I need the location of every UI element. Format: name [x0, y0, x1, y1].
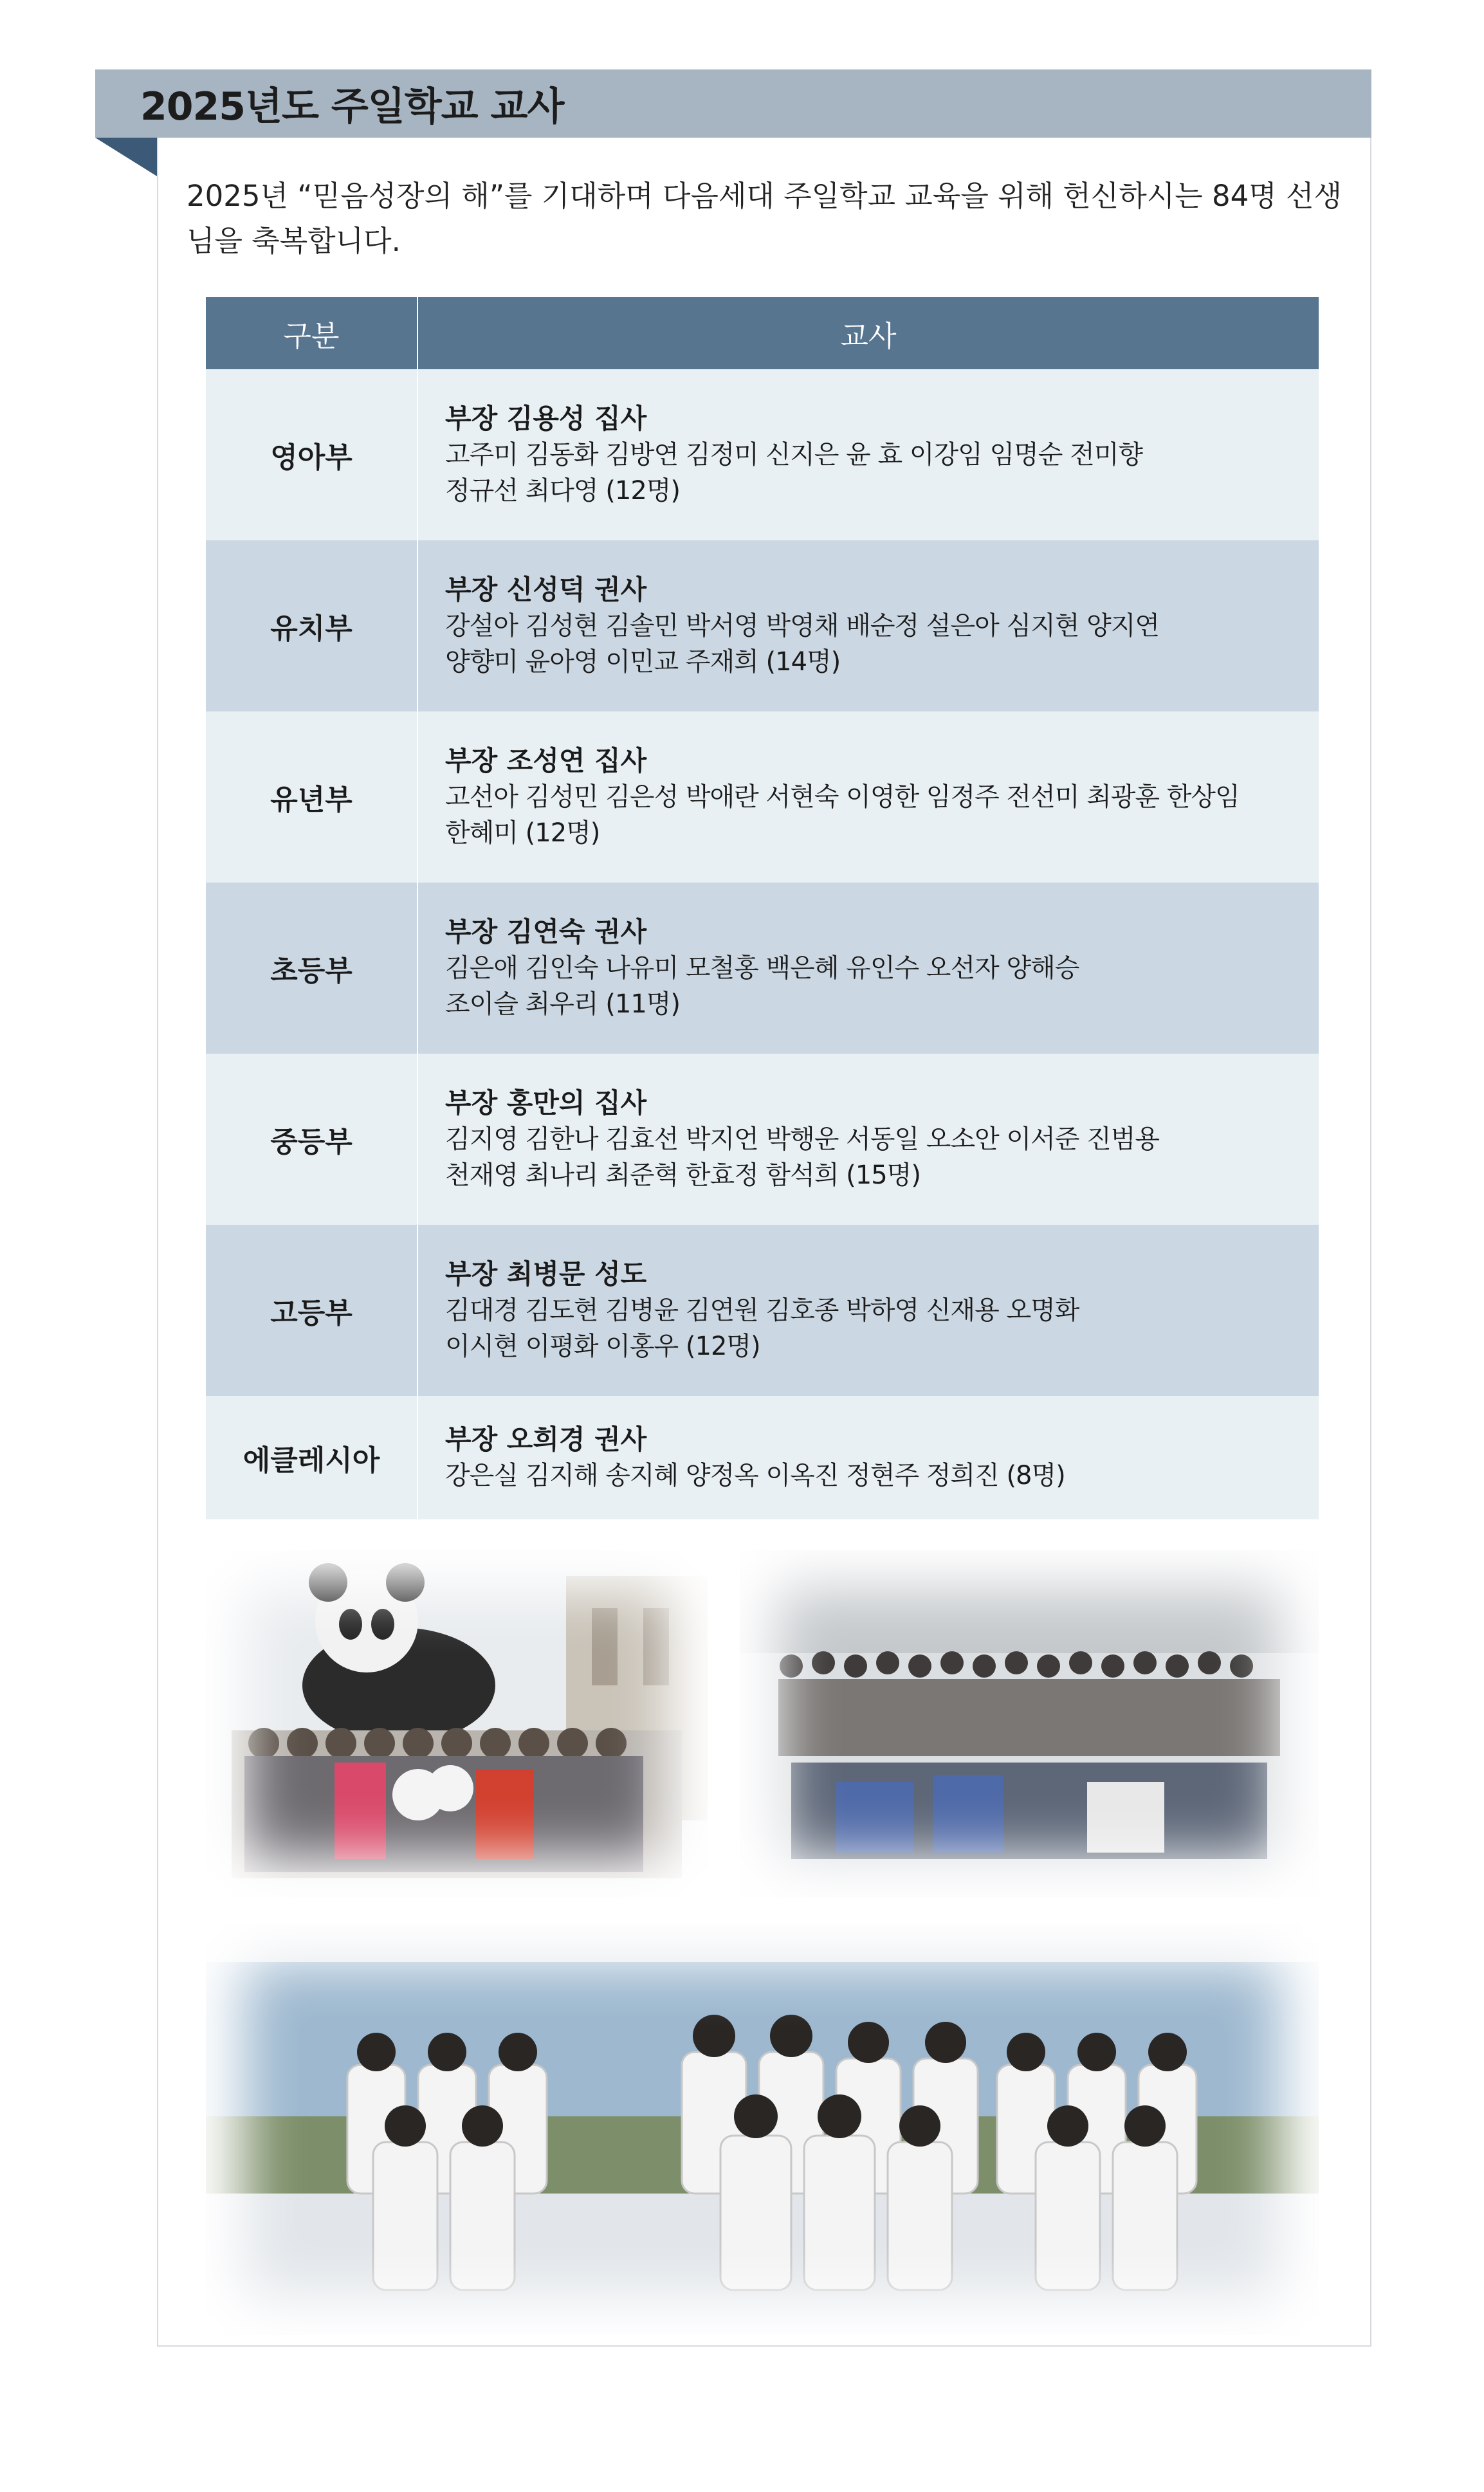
table-row	[206, 1225, 1319, 1396]
teacher-names: 김은애 김인숙 나유미 모철홍 백은혜 유인수 오선자 양해승	[445, 953, 1079, 983]
dept-head: 부장 김용성 집사	[445, 403, 647, 434]
teacher-names: 김대경 김도현 김병윤 김연원 김호종 박하영 신재용 오명화	[445, 1296, 1079, 1325]
dept-cell: 고등부	[206, 1225, 417, 1396]
teacher-cell	[417, 1396, 1319, 1519]
dept-head: 부장 조성연 집사	[445, 745, 647, 776]
teacher-names: 이시현 이평화 이홍우 (12명)	[445, 1332, 760, 1361]
section-title: 2025년도 주일학교 교사	[140, 84, 564, 129]
teacher-cell	[417, 1054, 1319, 1225]
dept-head: 부장 홍만의 집사	[445, 1087, 647, 1119]
teacher-names: 한혜미 (12명)	[445, 818, 600, 848]
table-row	[206, 1054, 1319, 1225]
photo-panda-group	[206, 1550, 708, 1898]
teacher-cell	[417, 540, 1319, 711]
dept-cell: 초등부	[206, 883, 417, 1054]
dept-cell: 영아부	[206, 369, 417, 540]
teacher-cell	[417, 883, 1319, 1054]
dept-head: 부장 오희경 권사	[445, 1424, 647, 1455]
table-row	[206, 540, 1319, 711]
dept-head: 부장 신성덕 권사	[445, 574, 647, 605]
teacher-names: 강은실 김지해 송지혜 양정옥 이옥진 정현주 정희진 (8명)	[445, 1461, 1065, 1490]
dept-cell: 유년부	[206, 711, 417, 883]
dept-cell: 에클레시아	[206, 1396, 417, 1519]
photo-choir	[206, 1923, 1319, 2335]
teacher-names: 고주미 김동화 김방연 김정미 신지은 윤 효 이강임 임명순 전미향	[445, 440, 1143, 470]
teacher-names: 천재영 최나리 최준혁 한효정 함석희 (15명)	[445, 1160, 921, 1190]
table-header-row	[206, 297, 1319, 369]
teacher-names: 김지영 김한나 김효선 박지언 박행운 서동일 오소안 이서준 진범용	[445, 1124, 1159, 1154]
teacher-table	[206, 297, 1319, 1519]
teacher-cell	[417, 711, 1319, 883]
teacher-names: 강설아 김성현 김솔민 박서영 박영채 배순정 설은아 심지현 양지연	[445, 611, 1159, 641]
intro-text: 2025년 “믿음성장의 해”를 기대하며 다음세대 주일학교 교육을 위해 헌신하시는 84명 선생님을 축복합니다.	[187, 179, 1342, 258]
table-row	[206, 711, 1319, 883]
header-division: 구분	[206, 297, 417, 369]
table-row	[206, 1396, 1319, 1519]
teacher-names: 조이슬 최우리 (11명)	[445, 989, 681, 1019]
teacher-names: 정규선 최다영 (12명)	[445, 476, 681, 506]
photo-hall-group	[740, 1550, 1319, 1898]
teacher-names: 고선아 김성민 김은성 박애란 서현숙 이영한 임정주 전선미 최광훈 한상임	[445, 782, 1240, 812]
dept-cell: 유치부	[206, 540, 417, 711]
title-fold-decoration	[95, 138, 157, 176]
header-teachers: 교사	[417, 297, 1319, 369]
dept-cell: 중등부	[206, 1054, 417, 1225]
dept-head: 부장 최병문 성도	[445, 1258, 647, 1290]
table-row	[206, 369, 1319, 540]
section-title-bar	[95, 69, 1371, 138]
dept-head: 부장 김연숙 권사	[445, 916, 647, 948]
teacher-names: 양향미 윤아영 이민교 주재희 (14명)	[445, 647, 841, 677]
teacher-cell	[417, 369, 1319, 540]
table-row	[206, 883, 1319, 1054]
teacher-cell	[417, 1225, 1319, 1396]
